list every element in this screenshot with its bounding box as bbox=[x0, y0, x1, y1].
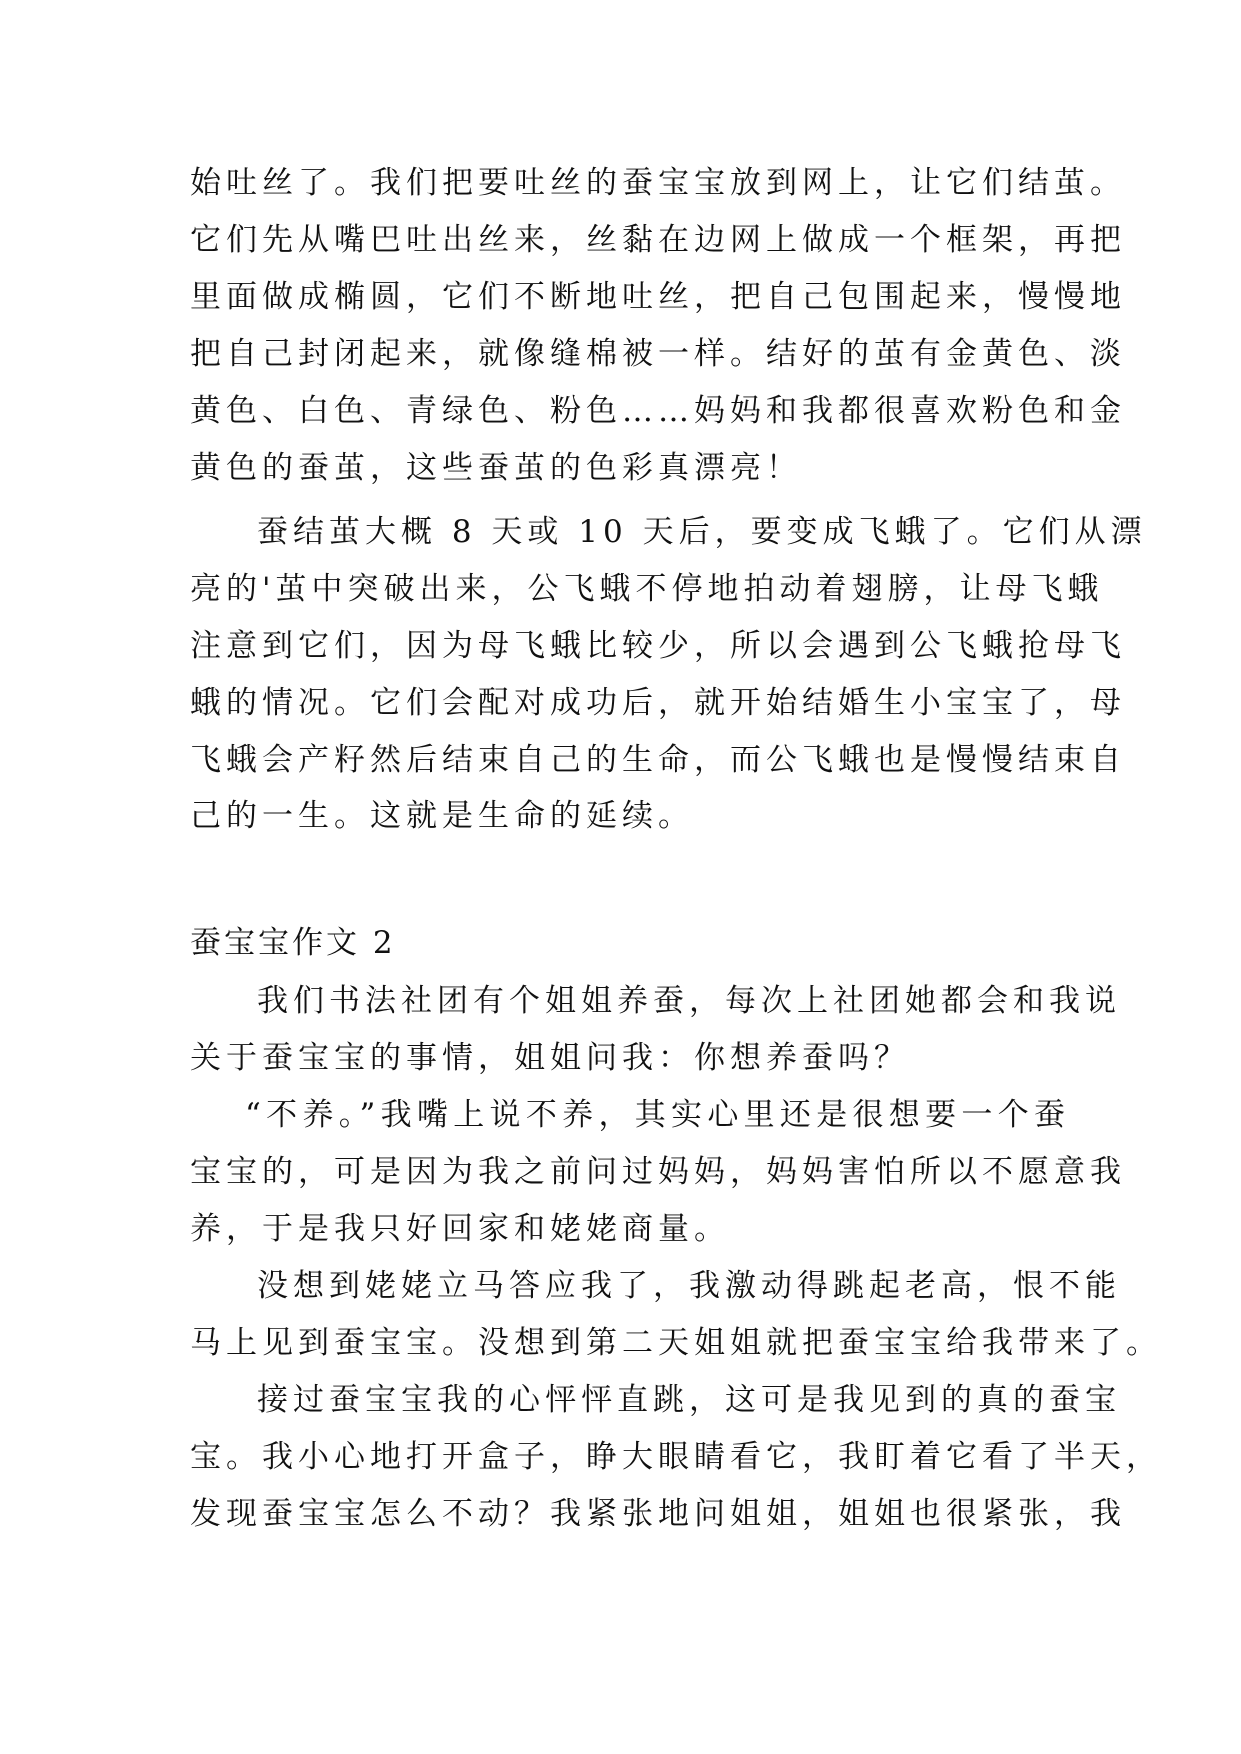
text-line: 注意到它们，因为母飞蛾比较少，所以会遇到公飞蛾抢母飞 bbox=[190, 628, 1126, 664]
text-line: 里面做成椭圆，它们不断地吐丝，把自己包围起来，慢慢地 bbox=[190, 279, 1126, 315]
text-line: 宝宝的，可是因为我之前问过妈妈，妈妈害怕所以不愿意我 bbox=[190, 1154, 1126, 1190]
text-line: 马上见到蚕宝宝。没想到第二天姐姐就把蚕宝宝给我带来了。 bbox=[190, 1325, 1162, 1361]
paragraph-first-line: “不养。”我嘴上说不养，其实心里还是很想要一个蚕 bbox=[245, 1097, 1070, 1133]
text-line: 养，于是我只好回家和姥姥商量。 bbox=[190, 1211, 730, 1247]
text-line: 始吐丝了。我们把要吐丝的蚕宝宝放到网上，让它们结茧。 bbox=[190, 165, 1126, 201]
text-line: 它们先从嘴巴吐出丝来，丝黏在边网上做成一个框架，再把 bbox=[190, 222, 1126, 258]
text-line: 关于蚕宝宝的事情，姐姐问我：你想养蚕吗？ bbox=[190, 1040, 910, 1076]
section-heading: 蚕宝宝作文 2 bbox=[190, 925, 396, 961]
text-line: 宝。我小心地打开盒子，睁大眼睛看它，我盯着它看了半天， bbox=[190, 1439, 1162, 1475]
text-line: 黄色的蚕茧，这些蚕茧的色彩真漂亮！ bbox=[190, 450, 802, 486]
text-line: 把自己封闭起来，就像缝棉被一样。结好的茧有金黄色、淡 bbox=[190, 336, 1126, 372]
paragraph-first-line: 没想到姥姥立马答应我了，我激动得跳起老高，恨不能 bbox=[257, 1268, 1121, 1304]
paragraph-first-line: 我们书法社团有个姐姐养蚕，每次上社团她都会和我说 bbox=[257, 983, 1121, 1019]
text-line: 己的一生。这就是生命的延续。 bbox=[190, 798, 694, 834]
text-line: 飞蛾会产籽然后结束自己的生命，而公飞蛾也是慢慢结束自 bbox=[190, 742, 1126, 778]
text-line: 亮的'茧中突破出来，公飞蛾不停地拍动着翅膀，让母飞蛾 bbox=[190, 571, 1104, 607]
text-line: 蛾的情况。它们会配对成功后，就开始结婚生小宝宝了，母 bbox=[190, 685, 1126, 721]
paragraph-first-line: 蚕结茧大概 8 天或 10 天后，要变成飞蛾了。它们从漂 bbox=[257, 514, 1147, 550]
paragraph-first-line: 接过蚕宝宝我的心怦怦直跳，这可是我见到的真的蚕宝 bbox=[257, 1382, 1121, 1418]
text-line: 发现蚕宝宝怎么不动？我紧张地问姐姐，姐姐也很紧张，我 bbox=[190, 1496, 1126, 1532]
text-line: 黄色、白色、青绿色、粉色……妈妈和我都很喜欢粉色和金 bbox=[190, 393, 1126, 429]
